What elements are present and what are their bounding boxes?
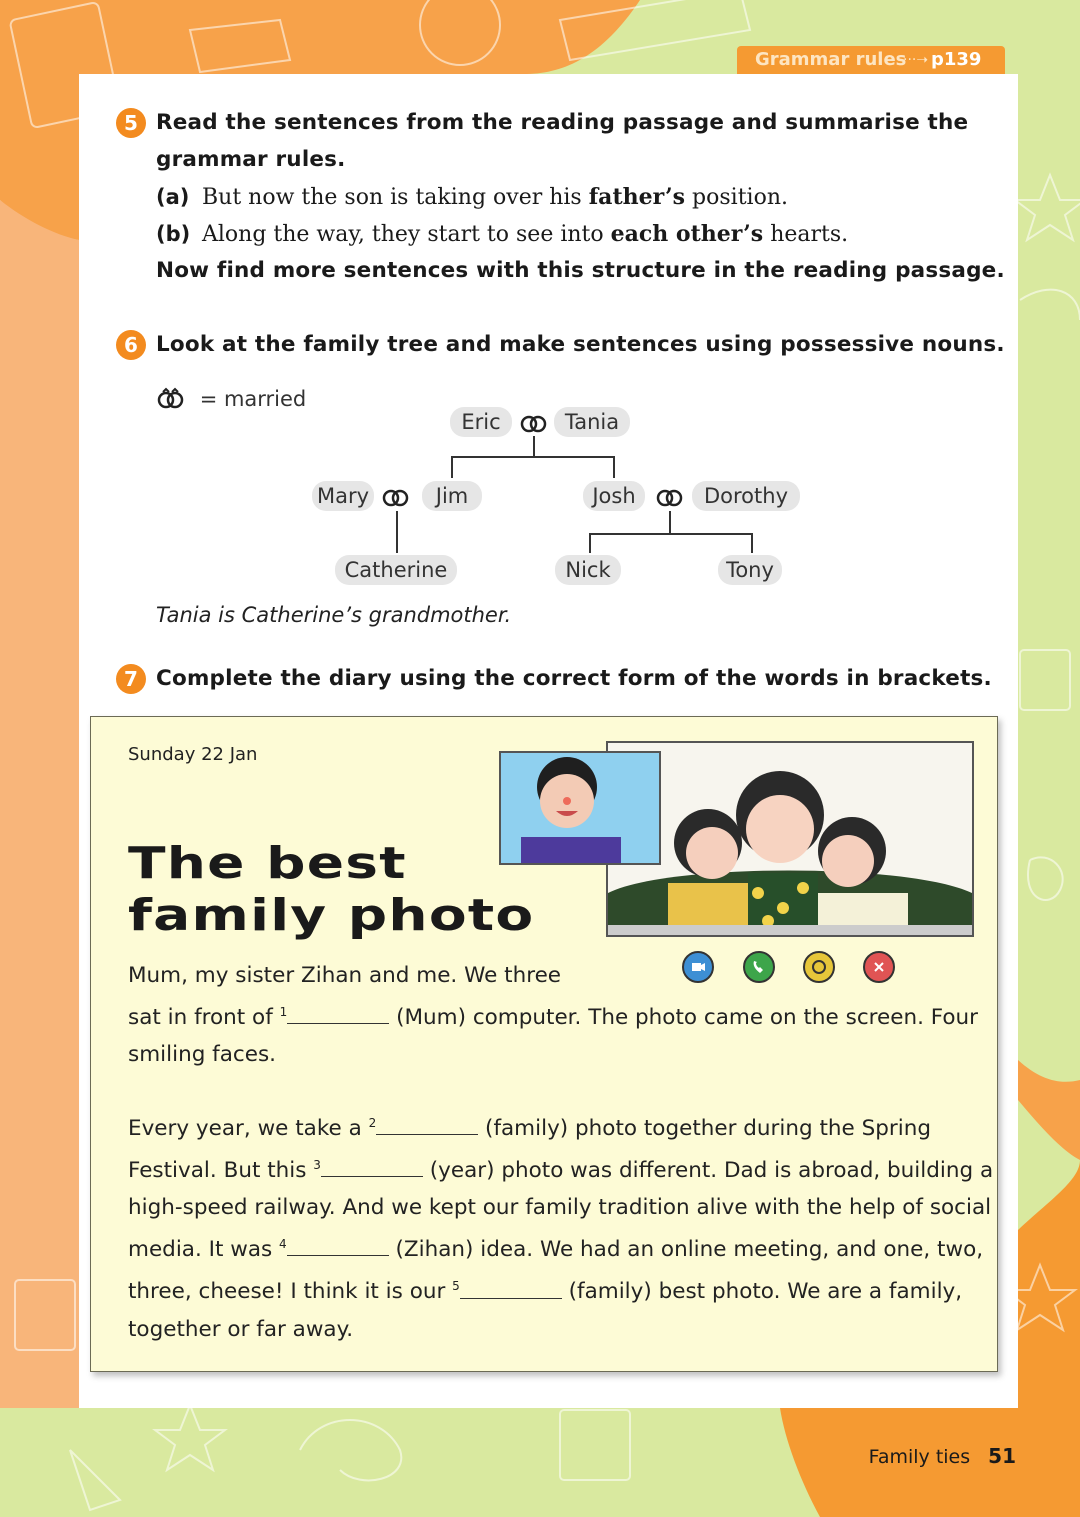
grammar-rules-label: Grammar rules bbox=[755, 49, 907, 70]
person-josh: Josh bbox=[583, 481, 645, 511]
diary-title-line2: family photo bbox=[128, 890, 535, 941]
person-dorothy: Dorothy bbox=[692, 481, 800, 511]
tree-line bbox=[451, 456, 453, 478]
person-mary: Mary bbox=[312, 481, 374, 511]
answer-blank-1[interactable] bbox=[287, 1003, 389, 1024]
diary-paragraph-1 bbox=[128, 957, 978, 1073]
diary-text-line bbox=[128, 994, 978, 1036]
example-b-pre: Along the way, they start to see into bbox=[202, 222, 611, 247]
rings-icon bbox=[518, 410, 550, 434]
tree-line bbox=[589, 533, 591, 553]
example-b-post: hearts. bbox=[763, 222, 849, 247]
tree-line bbox=[533, 436, 535, 456]
blank-number: 1 bbox=[279, 1005, 288, 1019]
example-a-label: (a) bbox=[156, 185, 190, 209]
task-6-number: 6 bbox=[116, 330, 146, 360]
married-legend-label: = married bbox=[199, 387, 307, 411]
person-tony: Tony bbox=[718, 555, 782, 585]
example-a-pre: But now the son is taking over his bbox=[202, 185, 589, 210]
tree-line bbox=[751, 533, 753, 553]
unit-title: Family ties bbox=[868, 1446, 971, 1468]
grammar-rules-tab[interactable] bbox=[737, 46, 1005, 74]
task-5-instruction-line2: grammar rules. bbox=[156, 147, 346, 172]
diary-text-line: smiling faces. bbox=[128, 1042, 277, 1068]
page-number: 51 bbox=[988, 1444, 1016, 1468]
person-catherine: Catherine bbox=[335, 555, 457, 585]
blank-number: 2 bbox=[368, 1116, 377, 1130]
diary-text: Every year, we take a bbox=[128, 1116, 369, 1142]
person-nick: Nick bbox=[555, 555, 621, 585]
diary-paragraph-2 bbox=[128, 1105, 993, 1348]
person-jim: Jim bbox=[422, 481, 482, 511]
person-tania: Tania bbox=[554, 407, 630, 437]
diary-text: sat in front of bbox=[128, 1005, 280, 1031]
diary-text: (Zihan) idea. We had an online meeting, and one, two, bbox=[388, 1237, 984, 1263]
task-5-number: 5 bbox=[116, 108, 146, 138]
task-7-number: 7 bbox=[116, 664, 146, 694]
task-7-instruction: Complete the diary using the correct form of the words in brackets. bbox=[156, 666, 992, 691]
answer-blank-5[interactable] bbox=[460, 1278, 562, 1299]
answer-blank-4[interactable] bbox=[287, 1235, 389, 1256]
diary-text: (Mum) computer. The photo came on the screen. Four bbox=[389, 1005, 978, 1031]
arrow-icon: ···➝ bbox=[903, 52, 929, 68]
example-a-bold: father’s bbox=[588, 184, 686, 210]
rings-icon bbox=[380, 484, 412, 508]
diary-text-line: high-speed railway. And we kept our family tradition alive with the help of social bbox=[128, 1195, 992, 1221]
tree-line bbox=[451, 456, 615, 458]
family-illustration bbox=[608, 743, 972, 935]
diary-text: (year) photo was different. Dad is abroad, building a bbox=[422, 1158, 994, 1184]
answer-blank-2[interactable] bbox=[376, 1114, 478, 1135]
task-5-instruction-line1: Read the sentences from the reading passage and summarise the bbox=[156, 110, 969, 135]
task-5-example-b bbox=[156, 221, 848, 247]
diary-text-line bbox=[128, 1105, 993, 1147]
diary-title bbox=[128, 838, 534, 942]
tree-line bbox=[589, 533, 753, 535]
tree-line bbox=[613, 456, 615, 478]
diary-text: three, cheese! I think it is our bbox=[128, 1279, 453, 1305]
example-b-label: (b) bbox=[156, 222, 191, 246]
diary-text: media. It was bbox=[128, 1237, 280, 1263]
diary-title-line1: The best bbox=[128, 838, 407, 889]
page-reference[interactable]: p139 bbox=[931, 49, 982, 70]
diary-text: (family) photo together during the Spring bbox=[478, 1116, 931, 1142]
blank-number: 3 bbox=[313, 1158, 321, 1173]
tree-line bbox=[396, 511, 398, 553]
diary-date: Sunday 22 Jan bbox=[128, 744, 258, 765]
diary-text-line bbox=[128, 1147, 993, 1189]
blank-number: 4 bbox=[279, 1237, 287, 1252]
diary-text-line bbox=[128, 1226, 993, 1268]
diary-text-line: together or far away. bbox=[128, 1316, 354, 1342]
family-photo bbox=[606, 741, 974, 937]
married-legend bbox=[155, 386, 306, 411]
task-5-example-a bbox=[156, 184, 788, 210]
diary-text-line: Mum, my sister Zihan and me. We three bbox=[128, 963, 562, 988]
diary-text-line bbox=[128, 1268, 993, 1310]
tree-line bbox=[669, 511, 671, 533]
example-b-bold: each other’s bbox=[610, 221, 764, 247]
page-footer bbox=[869, 1444, 1016, 1468]
diary-text: Festival. But this bbox=[128, 1158, 314, 1184]
example-a-post: position. bbox=[685, 185, 788, 210]
diary-text: (family) best photo. We are a family, bbox=[561, 1279, 963, 1305]
task-6-instruction: Look at the family tree and make sentences using possessive nouns. bbox=[156, 332, 1005, 357]
rings-icon bbox=[654, 484, 686, 508]
blank-number: 5 bbox=[452, 1279, 460, 1294]
rings-icon bbox=[155, 386, 187, 410]
task-5-instruction-line3: Now find more sentences with this structure in the reading passage. bbox=[156, 258, 1005, 283]
task-6-example: Tania is Catherine’s grandmother. bbox=[156, 603, 512, 627]
answer-blank-3[interactable] bbox=[321, 1156, 423, 1177]
person-eric: Eric bbox=[450, 407, 512, 437]
